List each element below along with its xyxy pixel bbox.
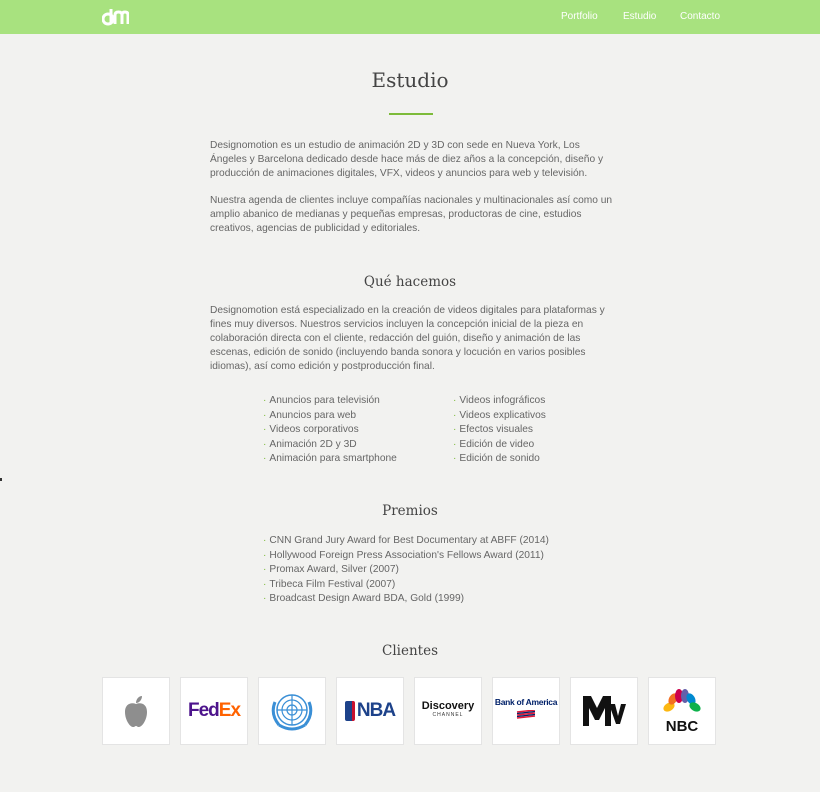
discovery-sub: CHANNEL	[432, 712, 464, 718]
client-un	[258, 677, 326, 745]
discovery-text: Discovery	[421, 700, 475, 712]
list-item	[263, 394, 397, 409]
service-label: Videos corporativos	[269, 424, 359, 435]
clients-logos	[102, 677, 718, 745]
bullet-icon: ·	[263, 409, 267, 421]
list-item	[263, 423, 397, 438]
nbc-text: NBC	[665, 717, 699, 735]
nav-estudio[interactable]: Estudio	[623, 11, 657, 22]
list-item	[263, 534, 549, 549]
list-item	[453, 452, 546, 467]
flag-icon	[515, 710, 537, 720]
bullet-icon: ·	[453, 409, 457, 421]
bullet-icon: ·	[263, 395, 267, 406]
main-nav	[0, 11, 820, 25]
bullet-icon: ·	[453, 424, 457, 435]
client-fedex	[180, 677, 248, 745]
list-item	[263, 438, 397, 453]
list-item	[263, 452, 397, 467]
services-list-right	[453, 394, 546, 467]
title-divider	[389, 113, 433, 115]
section-title-que-hacemos: Qué hacemos	[363, 274, 457, 290]
page-title: Estudio	[371, 68, 449, 92]
nba-silhouette-icon	[345, 701, 355, 721]
section-title-premios: Premios	[382, 503, 438, 519]
client-nbc	[648, 677, 716, 745]
bullet-icon: ·	[453, 453, 457, 464]
fedex-text-b: Ex	[218, 700, 241, 721]
award-label: Promax Award, Silver (2007)	[269, 564, 399, 575]
un-icon	[267, 688, 317, 734]
client-mtv	[570, 677, 638, 745]
award-label: CNN Grand Jury Award for Best Documentary at ABFF (2014)	[269, 535, 549, 546]
list-item	[263, 563, 549, 578]
services-list-left	[263, 394, 397, 467]
intro-paragraph-1: Designomotion es un estudio de animación 2D y 3D con sede en Nueva York, Los Ángeles y Barcelona dedicado desde hace más de diez años a la concepción, diseño y producción de animaciones digitales, VFX, videos y anuncios para web y televisión.	[210, 140, 604, 179]
client-discovery	[414, 677, 482, 745]
bullet-icon: ·	[453, 395, 457, 406]
service-label: Anuncios para web	[269, 409, 357, 421]
nba-text: NBA	[356, 700, 396, 721]
awards-list	[263, 534, 549, 607]
list-item	[263, 592, 549, 607]
top-bar	[0, 0, 820, 34]
fedex-icon	[188, 700, 240, 722]
list-item	[263, 578, 549, 593]
bullet-icon: ·	[263, 549, 267, 561]
discovery-icon	[422, 702, 475, 720]
nba-icon	[345, 700, 395, 722]
services-paragraph: Designomotion está especializado en la creación de videos digitales para plataformas y fines muy diversos. Nuestros servicios incluyen la concepción inicial de la pieza en colaboración directa con el cliente, redacción del guión, diseño y animación de las escenas, edición de sonido (incluyendo banda sonora y locución en varios posibles idiomas), así como edición y postproducción final.	[210, 305, 605, 372]
fedex-text-a: Fed	[187, 700, 219, 721]
apple-icon	[121, 694, 151, 728]
bullet-icon: ·	[263, 438, 267, 450]
list-item	[263, 549, 549, 564]
bankofamerica-icon	[495, 697, 557, 725]
edge-mark	[0, 478, 2, 481]
list-item	[453, 409, 546, 424]
bullet-icon: ·	[263, 564, 267, 575]
peacock-icon	[662, 689, 702, 715]
nav-contacto[interactable]: Contacto	[680, 11, 721, 22]
client-apple	[102, 677, 170, 745]
list-item	[263, 409, 397, 424]
intro-paragraph-2: Nuestra agenda de clientes incluye compañías nacionales y multinacionales así como un amplio abanico de medianas y pequeñas empresas, productoras de cine, estudios creativos, agencias de publicidad y editoriales.	[210, 195, 613, 234]
mtv-icon	[581, 694, 627, 728]
service-label: Animación 2D y 3D	[269, 438, 357, 450]
award-label: Broadcast Design Award BDA, Gold (1999)	[269, 593, 465, 604]
service-label: Videos infográficos	[459, 395, 546, 406]
bankofamerica-text: Bank of America	[494, 697, 558, 707]
service-label: Edición de sonido	[459, 453, 540, 464]
service-label: Efectos visuales	[459, 424, 534, 435]
bullet-icon: ·	[263, 593, 267, 604]
client-bank-of-america	[492, 677, 560, 745]
list-item	[453, 394, 546, 409]
bullet-icon: ·	[263, 578, 267, 590]
client-nba	[336, 677, 404, 745]
award-label: Hollywood Foreign Press Association's Fellows Award (2011)	[269, 549, 544, 561]
bullet-icon: ·	[263, 535, 267, 546]
nav-portfolio[interactable]: Portfolio	[561, 11, 598, 22]
bullet-icon: ·	[453, 438, 457, 450]
award-label: Tribeca Film Festival (2007)	[269, 578, 396, 590]
service-label: Edición de video	[459, 438, 535, 450]
service-label: Videos explicativos	[459, 409, 546, 421]
nbc-icon	[662, 689, 702, 734]
service-label: Animación para smartphone	[269, 453, 397, 464]
bullet-icon: ·	[263, 453, 267, 464]
section-title-clientes: Clientes	[382, 643, 438, 659]
list-item	[453, 423, 546, 438]
bullet-icon: ·	[263, 424, 267, 435]
list-item	[453, 438, 546, 453]
service-label: Anuncios para televisión	[269, 395, 380, 406]
